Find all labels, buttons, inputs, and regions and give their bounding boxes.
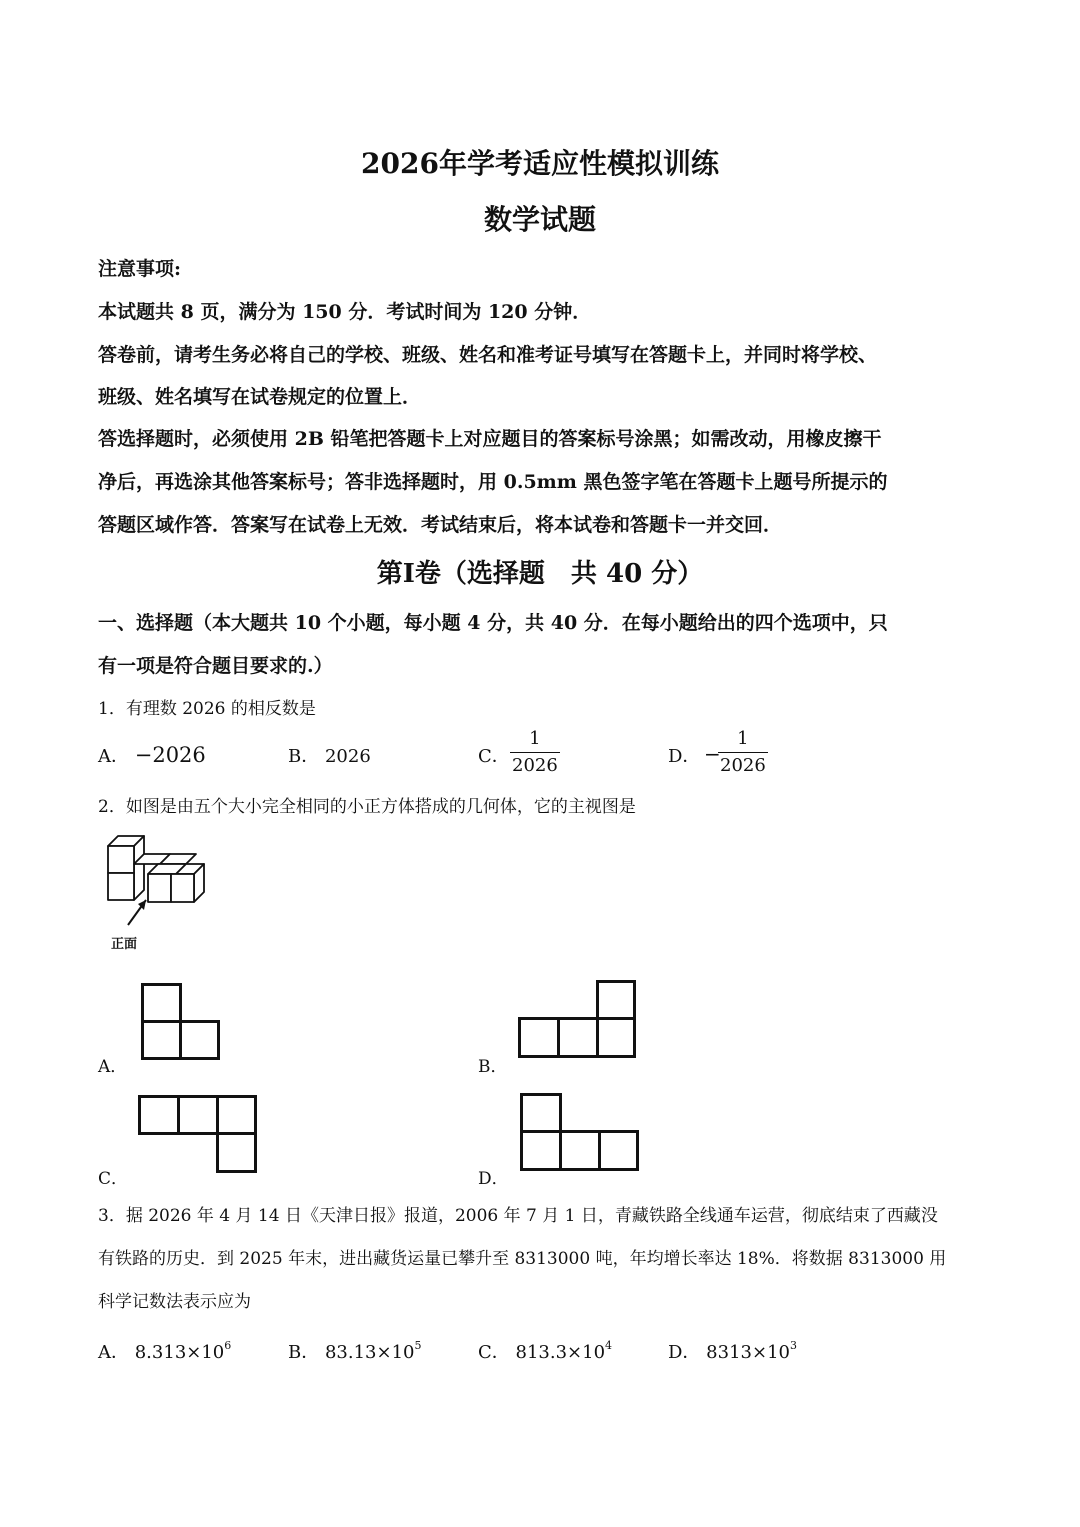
q2-front-label: 正面 — [111, 937, 138, 952]
notice-line: 答题区域作答．答案写在试卷上无效．考试结束后，将本试卷和答题卡一并交回． — [98, 514, 783, 536]
q1-option-d-fraction — [718, 728, 768, 777]
notice-line: 答选择题时，必须使用 2B 铅笔把答题卡上对应题目的答案标号涂黑；如需改动，用橡皮擦干 — [98, 428, 882, 450]
fraction-bar — [718, 752, 768, 753]
q3-stem-line: 有铁路的历史．到 2025 年末，进出藏货运量已攀升至 8313000 吨，年均增长率达 18%．将数据 8313000 用 — [98, 1249, 947, 1269]
fraction-numerator: 1 — [529, 728, 541, 749]
q2-solid-figure — [100, 830, 210, 925]
section-instruction: 一、选择题（本大题共 10 个小题，每小题 4 分，共 40 分．在每小题给出的四个选项中，只 — [98, 612, 888, 634]
q1-option-c-fraction — [510, 728, 560, 777]
notice-line: 净后，再选涂其他答案标号；答非选择题时，用 0.5mm 黑色签字笔在答题卡上题号所提示的 — [98, 471, 888, 493]
q3-option-d — [668, 1338, 797, 1364]
option-label: D． — [668, 1342, 701, 1363]
option-base: 83.13×10 — [324, 1342, 415, 1363]
q2-option-c-label: C． — [98, 1169, 129, 1189]
q2-option-d-label: D． — [478, 1169, 509, 1189]
option-value: 2026 — [324, 746, 371, 767]
q1-option-a — [98, 742, 206, 768]
notice-line: 答卷前，请考生务必将自己的学校、班级、姓名和准考证号填写在答题卡上，并同时将学校、 — [98, 344, 878, 366]
option-exponent: 6 — [224, 1339, 232, 1352]
option-label: C． — [478, 1342, 510, 1363]
q2-option-d-view — [520, 1093, 640, 1171]
option-base: 813.3×10 — [515, 1342, 606, 1363]
q2-option-b-label: B． — [478, 1057, 508, 1077]
section-instruction: 有一项是符合题目要求的.） — [98, 655, 333, 677]
notice-line: 本试题共 8 页，满分为 150 分．考试时间为 120 分钟． — [98, 301, 592, 323]
fraction-denominator: 2026 — [720, 755, 766, 776]
q1-option-c-label: C． — [478, 746, 510, 767]
fraction-bar — [510, 752, 560, 753]
option-label: B． — [288, 1342, 320, 1363]
fraction-denominator: 2026 — [512, 755, 558, 776]
q1-option-b — [288, 742, 371, 768]
option-label: B． — [288, 746, 320, 767]
option-value: −2026 — [134, 743, 206, 767]
fraction-numerator: 1 — [737, 728, 749, 749]
exam-title: 2026年学考适应性模拟训练 — [361, 147, 719, 180]
option-exponent: 4 — [605, 1339, 613, 1352]
q2-option-b-view — [518, 980, 636, 1058]
q2-option-a-label: A． — [98, 1057, 128, 1077]
q1-option-d-label: D． — [668, 746, 701, 767]
q3-option-a — [98, 1338, 231, 1364]
q2-option-c-view — [138, 1095, 258, 1173]
exam-subtitle: 数学试题 — [483, 203, 596, 236]
q1-option-d-sign: − — [704, 742, 721, 766]
option-label: A． — [98, 746, 129, 767]
option-base: 8313×10 — [706, 1342, 790, 1363]
section-title: 第Ⅰ卷（选择题 共 40 分） — [376, 559, 704, 589]
option-exponent: 3 — [789, 1339, 797, 1352]
option-label: A． — [98, 1342, 129, 1363]
q1-stem: 1．有理数 2026 的相反数是 — [98, 699, 316, 719]
option-exponent: 5 — [414, 1339, 422, 1352]
q3-option-c — [478, 1338, 612, 1364]
q2-option-a-view — [141, 983, 220, 1059]
q3-option-b — [288, 1338, 422, 1364]
option-base: 8.313×10 — [134, 1342, 225, 1363]
q3-stem-line: 3．据 2026 年 4 月 14 日《天津日报》报道，2006 年 7 月 1 日，青藏铁路全线通车运营，彻底结束了西藏没 — [98, 1206, 938, 1226]
notice-heading: 注意事项: — [98, 258, 182, 280]
notice-line: 班级、姓名填写在试卷规定的位置上． — [98, 386, 422, 408]
q2-stem: 2．如图是由五个大小完全相同的小正方体搭成的几何体，它的主视图是 — [98, 797, 636, 817]
q3-stem-line: 科学记数法表示应为 — [98, 1292, 251, 1312]
